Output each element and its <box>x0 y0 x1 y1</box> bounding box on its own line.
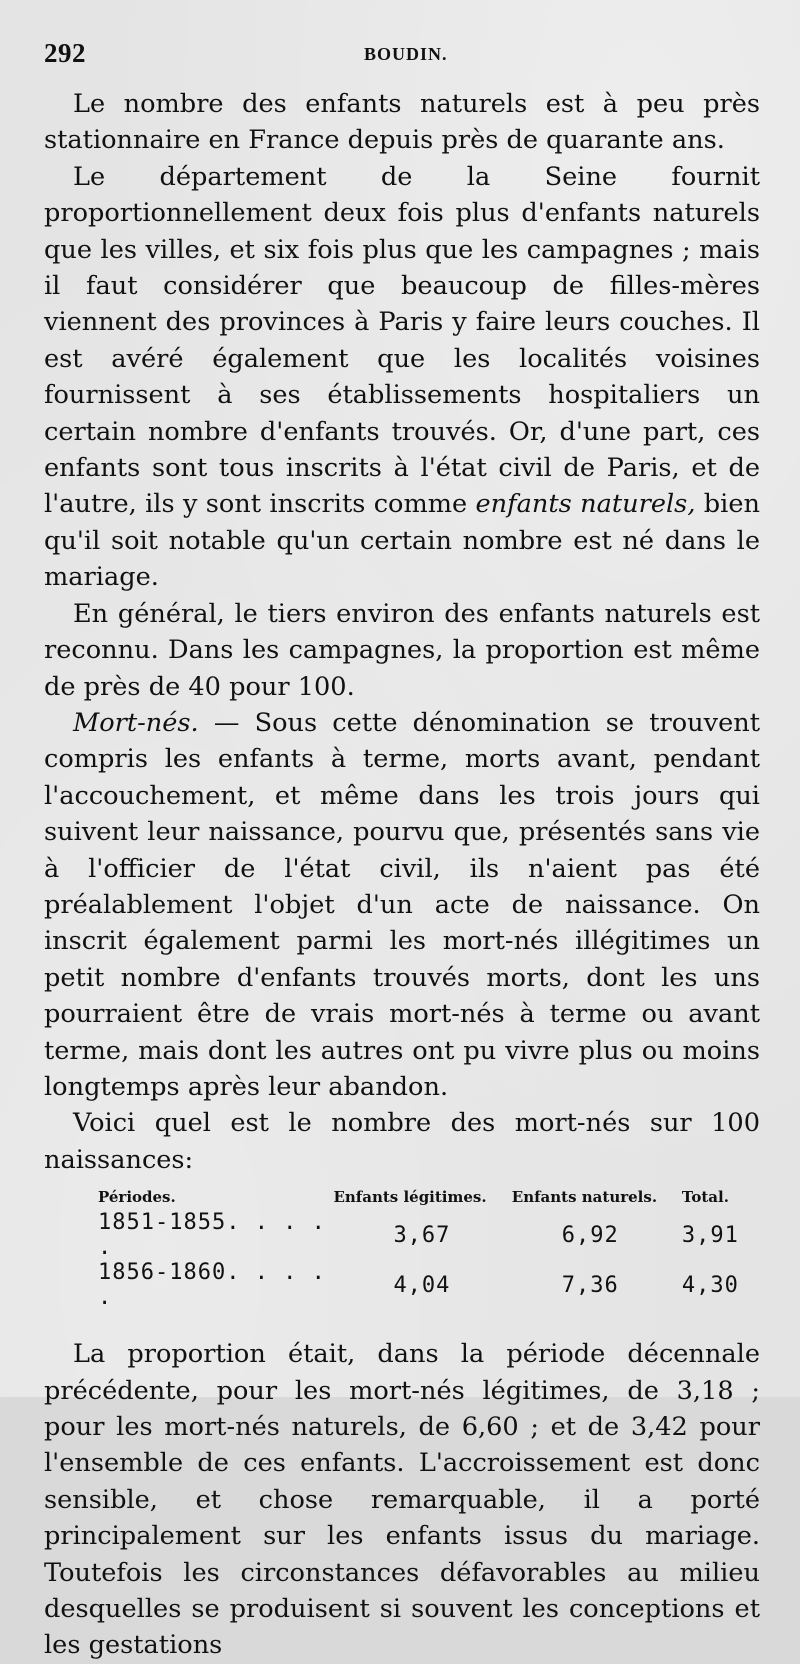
paragraph-2-main: Le département de la Seine fournit proportionnellement deux fois plus d'enfants naturels que les villes, et six fois plus que les campagnes ; mais il faut considérer que beaucoup de filles-mères viennent des provinces à Paris y faire leurs couches. Il est avéré également que les localités voisines fournissent à ses établissements hospitaliers un certain nombre d'enfants trouvés. Or, d'une part, ces enfants sont tous inscrits à l'état civil de Paris, et de l'autre, ils y sont inscrits comme <box>44 161 760 520</box>
paragraph-after: La proportion était, dans la période décennale précédente, pour les mort-nés légitimes, de 3,18 ; pour les mort-nés naturels, de 6,60 ; et de 3,42 pour l'ensemble de ces enfants. L'accroissement est donc sensible, et chose remarquable, il a porté principalement sur les enfants issus du mariage. Toutefois les circonstances défavorables au milieu desquelles se produisent si souvent les conceptions et les gestations <box>44 1339 760 1661</box>
table-header-row <box>98 1188 760 1210</box>
header-naturels: Enfants naturels. <box>511 1188 658 1207</box>
paragraph-3: En général, le tiers environ des enfants naturels est reconnu. Dans les campagnes, la proportion est même de près de 40 pour 100. <box>44 598 760 702</box>
header-total: Total. <box>681 1188 729 1207</box>
page-header <box>44 38 760 86</box>
row1-total: 3,91 <box>681 1222 739 1248</box>
row1-naturels: 6,92 <box>561 1222 619 1248</box>
row2-legitimes: 4,04 <box>393 1272 451 1298</box>
row2-period: 1856-1860. . . . . <box>98 1260 326 1311</box>
table-row <box>98 1210 760 1260</box>
row1-legitimes: 3,67 <box>393 1222 451 1248</box>
paragraph-1: Le nombre des enfants naturels est à peu près stationnaire en France depuis près de quarante ans. <box>44 89 760 156</box>
mortnes-text: — Sous cette dénomination se trouvent compris les enfants à terme, morts avant, pendant l'accouchement, et même dans les trois jours qui suivent leur naissance, pourvu que, présentés sans vie à l'officier de l'état civil, ils n'aient pas été préalablement l'objet d'un acte de naissance. On inscrit également parmi les mort-nés illégitimes un petit nombre d'enfants trouvés morts, dont les uns pourraient être de vrais mort-nés à terme ou avant terme, mais dont les autres ont pu vivre plus ou moins longtemps après leur abandon. <box>44 707 760 1102</box>
header-legitimes: Enfants légitimes. <box>333 1188 487 1207</box>
paragraph-2-tail: bien qu'il soit notable qu'un certain nombre est né dans le mariage. <box>44 489 760 593</box>
running-head: BOUDIN. <box>364 44 448 64</box>
row1-period: 1851-1855. . . . . <box>98 1210 326 1261</box>
mortnes-heading: Mort-nés. <box>73 707 199 738</box>
header-periodes: Périodes. <box>98 1188 176 1207</box>
page-number: 292 <box>44 38 86 68</box>
paragraph-2 <box>44 159 760 596</box>
body-text-after <box>44 1336 760 1664</box>
body-text <box>44 86 760 1178</box>
row2-naturels: 7,36 <box>561 1272 619 1298</box>
table-row <box>98 1260 760 1310</box>
stats-table <box>98 1188 760 1310</box>
paragraph-2-italic: enfants naturels, <box>475 489 696 520</box>
row2-total: 4,30 <box>681 1272 739 1298</box>
paragraph-mortnes <box>44 705 760 1105</box>
table-intro: Voici quel est le nombre des mort-nés sur 100 naissances: <box>44 1108 760 1175</box>
